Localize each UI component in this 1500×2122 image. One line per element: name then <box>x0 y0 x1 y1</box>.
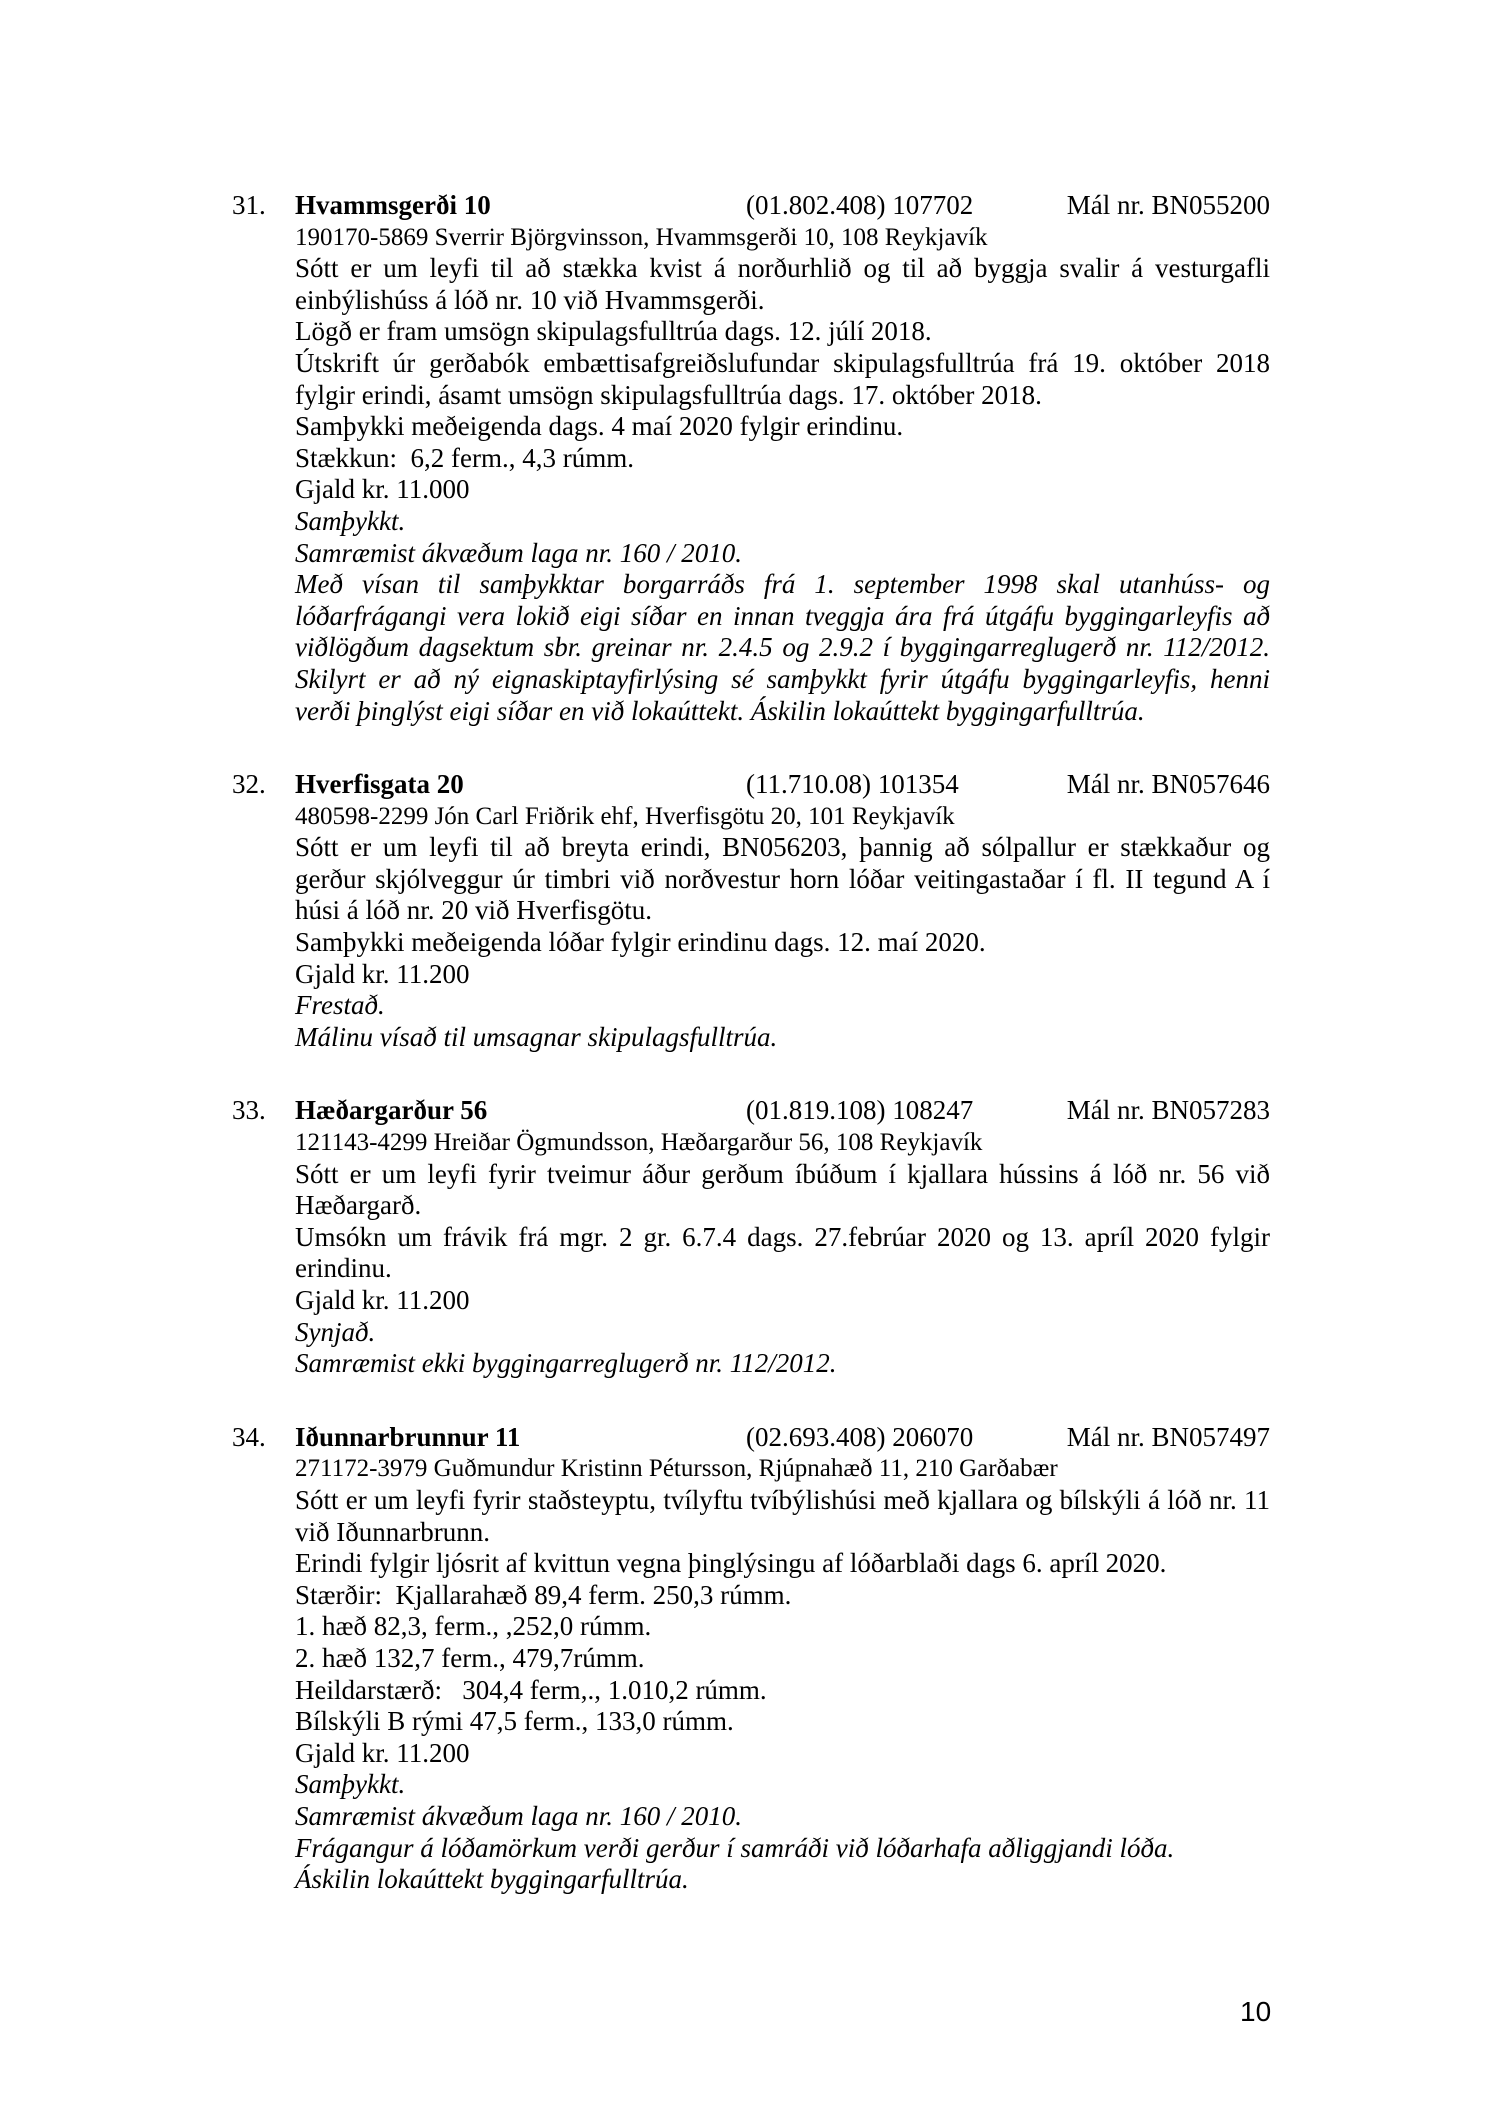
case-owner: 271172-3979 Guðmundur Kristinn Pétursson, Rjúpnahæð 11, 210 Garðabær <box>295 1455 1058 1483</box>
case-index: 33. <box>232 1095 266 1126</box>
case-paragraph: Stærðir: Kjallarahæð 89,4 ferm. 250,3 rúmm. <box>295 1579 792 1610</box>
case-resolution: Samþykkt. <box>295 1769 406 1800</box>
case-paragraph: Sótt er um leyfi til að stækka kvist á norðurhlið og til að byggja svalir á vesturgafli einbýlishúss á lóð nr. 10 við Hvammsgerði. <box>295 253 1270 315</box>
case-resolution: Frestað. <box>295 990 385 1021</box>
case-header <box>232 1421 1270 1454</box>
case-property-ref: (01.802.408) 107702 <box>746 190 974 220</box>
case-resolution: Áskilin lokaúttekt byggingarfulltrúa. <box>295 1864 689 1895</box>
case-paragraph: Sótt er um leyfi fyrir staðsteyptu, tvílyftu tvíbýlishúsi með kjallara og bílskýli á lóð nr. 11 við Iðunnarbrunn. <box>295 1484 1270 1547</box>
case-property-ref: (01.819.108) 108247 <box>746 1095 974 1126</box>
case-header <box>232 1095 1270 1127</box>
page-number: 10 <box>1240 1996 1272 2027</box>
case-resolution: Synjað. <box>295 1316 376 1347</box>
case-paragraph: Gjald kr. 11.200 <box>295 958 470 989</box>
case-header <box>232 190 1270 222</box>
case-header <box>232 769 1270 801</box>
case-resolution: Með vísan til samþykktar borgarráðs frá 1. september 1998 skal utanhúss- og lóðarfrágangi vera lokið eigi síðar en innan tveggja ára frá útgáfu byggingarleyfis að viðlögðum dagsektum sbr. greinar nr. 2.4.5 og 2.9.2 í byggingarreglugerð nr. 112/2012. Skilyrt er að ný eignaskiptayfirlýsing sé samþykkt fyrir útgáfu byggingarleyfis, henni verði þinglýst eigi síðar en við lokaúttekt. Áskilin lokaúttekt byggingarfulltrúa. <box>295 569 1270 726</box>
case-paragraph: 1. hæð 82,3, ferm., ,252,0 rúmm. <box>295 1611 652 1642</box>
case-property-ref: (02.693.408) 206070 <box>746 1421 974 1452</box>
case-paragraph: Samþykki meðeigenda lóðar fylgir erindinu dags. 12. maí 2020. <box>295 927 986 958</box>
case-paragraph: Umsókn um frávik frá mgr. 2 gr. 6.7.4 dags. 27.febrúar 2020 og 13. apríl 2020 fylgir erindinu. <box>295 1221 1270 1284</box>
case-paragraph: Heildarstærð: 304,4 ferm,., 1.010,2 rúmm. <box>295 1674 767 1705</box>
case-paragraph: Erindi fylgir ljósrit af kvittun vegna þinglýsingu af lóðarblaði dags 6. apríl 2020. <box>295 1548 1167 1579</box>
case-paragraph: Sótt er um leyfi til að breyta erindi, BN056203, þannig að sólpallur er stækkaður og gerður skjólveggur úr timbri við norðvestur horn lóðar veitingastaðar í fl. II tegund A í húsi á lóð nr. 20 við Hverfisgötu. <box>295 832 1270 926</box>
case-owner: 121143-4299 Hreiðar Ögmundsson, Hæðargarður 56, 108 Reykjavík <box>295 1129 983 1157</box>
case-paragraph: Samþykki meðeigenda dags. 4 maí 2020 fylgir erindinu. <box>295 411 904 442</box>
case-paragraph: Gjald kr. 11.200 <box>295 1737 470 1768</box>
case-title: Iðunnarbrunnur 11 <box>295 1421 521 1452</box>
case-resolution: Málinu vísað til umsagnar skipulagsfulltrúa. <box>295 1021 778 1052</box>
case-title: Hvammsgerði 10 <box>295 190 491 220</box>
case-resolution: Frágangur á lóðamörkum verði gerður í samráði við lóðarhafa aðliggjandi lóða. <box>295 1832 1175 1863</box>
case-resolution: Samþykkt. <box>295 505 406 536</box>
case-index: 31. <box>232 190 266 220</box>
case-paragraph: Útskrift úr gerðabók embættisafgreiðslufundar skipulagsfulltrúa frá 19. október 2018 fylgir erindi, ásamt umsögn skipulagsfulltrúa dags. 17. október 2018. <box>295 347 1270 410</box>
case-mal-nr: Mál nr. BN057646 <box>1066 769 1270 800</box>
case-mal-nr: Mál nr. BN057283 <box>1066 1095 1270 1126</box>
case-item-34 <box>232 1422 1270 1896</box>
case-paragraph: Gjald kr. 11.000 <box>295 474 470 505</box>
case-paragraph: Sótt er um leyfi fyrir tveimur áður gerðum íbúðum í kjallara hússins á lóð nr. 56 við Hæðargarð. <box>295 1158 1270 1221</box>
case-index: 34. <box>232 1421 266 1452</box>
case-item-32 <box>232 769 1270 1053</box>
case-resolution: Samræmist ákvæðum laga nr. 160 / 2010. <box>295 537 743 568</box>
case-paragraph: 2. hæð 132,7 ferm., 479,7rúmm. <box>295 1642 645 1673</box>
case-body <box>295 222 1270 728</box>
case-paragraph: Gjald kr. 11.200 <box>295 1285 470 1315</box>
case-body <box>295 1127 1270 1380</box>
minutes-content <box>232 190 1270 1896</box>
case-item-33 <box>232 1095 1270 1379</box>
case-property-ref: (11.710.08) 101354 <box>746 769 959 800</box>
case-body <box>295 801 1270 1054</box>
case-mal-nr: Mál nr. BN055200 <box>1066 190 1270 220</box>
case-resolution: Samræmist ákvæðum laga nr. 160 / 2010. <box>295 1800 743 1831</box>
case-owner: 480598-2299 Jón Carl Friðrik ehf, Hverfisgötu 20, 101 Reykjavík <box>295 802 955 830</box>
case-item-31 <box>232 190 1270 727</box>
case-owner: 190170-5869 Sverrir Björgvinsson, Hvammsgerði 10, 108 Reykjavík <box>295 223 988 251</box>
case-title: Hæðargarður 56 <box>295 1095 488 1126</box>
case-paragraph: Bílskýli B rými 47,5 ferm., 133,0 rúmm. <box>295 1706 734 1737</box>
case-resolution: Samræmist ekki byggingarreglugerð nr. 112/2012. <box>295 1348 837 1379</box>
case-index: 32. <box>232 769 266 800</box>
case-title: Hverfisgata 20 <box>295 769 464 800</box>
case-paragraph: Lögð er fram umsögn skipulagsfulltrúa dags. 12. júlí 2018. <box>295 316 932 347</box>
case-body <box>295 1453 1270 1895</box>
case-paragraph: Stækkun: 6,2 ferm., 4,3 rúmm. <box>295 442 634 473</box>
case-mal-nr: Mál nr. BN057497 <box>1066 1421 1270 1452</box>
